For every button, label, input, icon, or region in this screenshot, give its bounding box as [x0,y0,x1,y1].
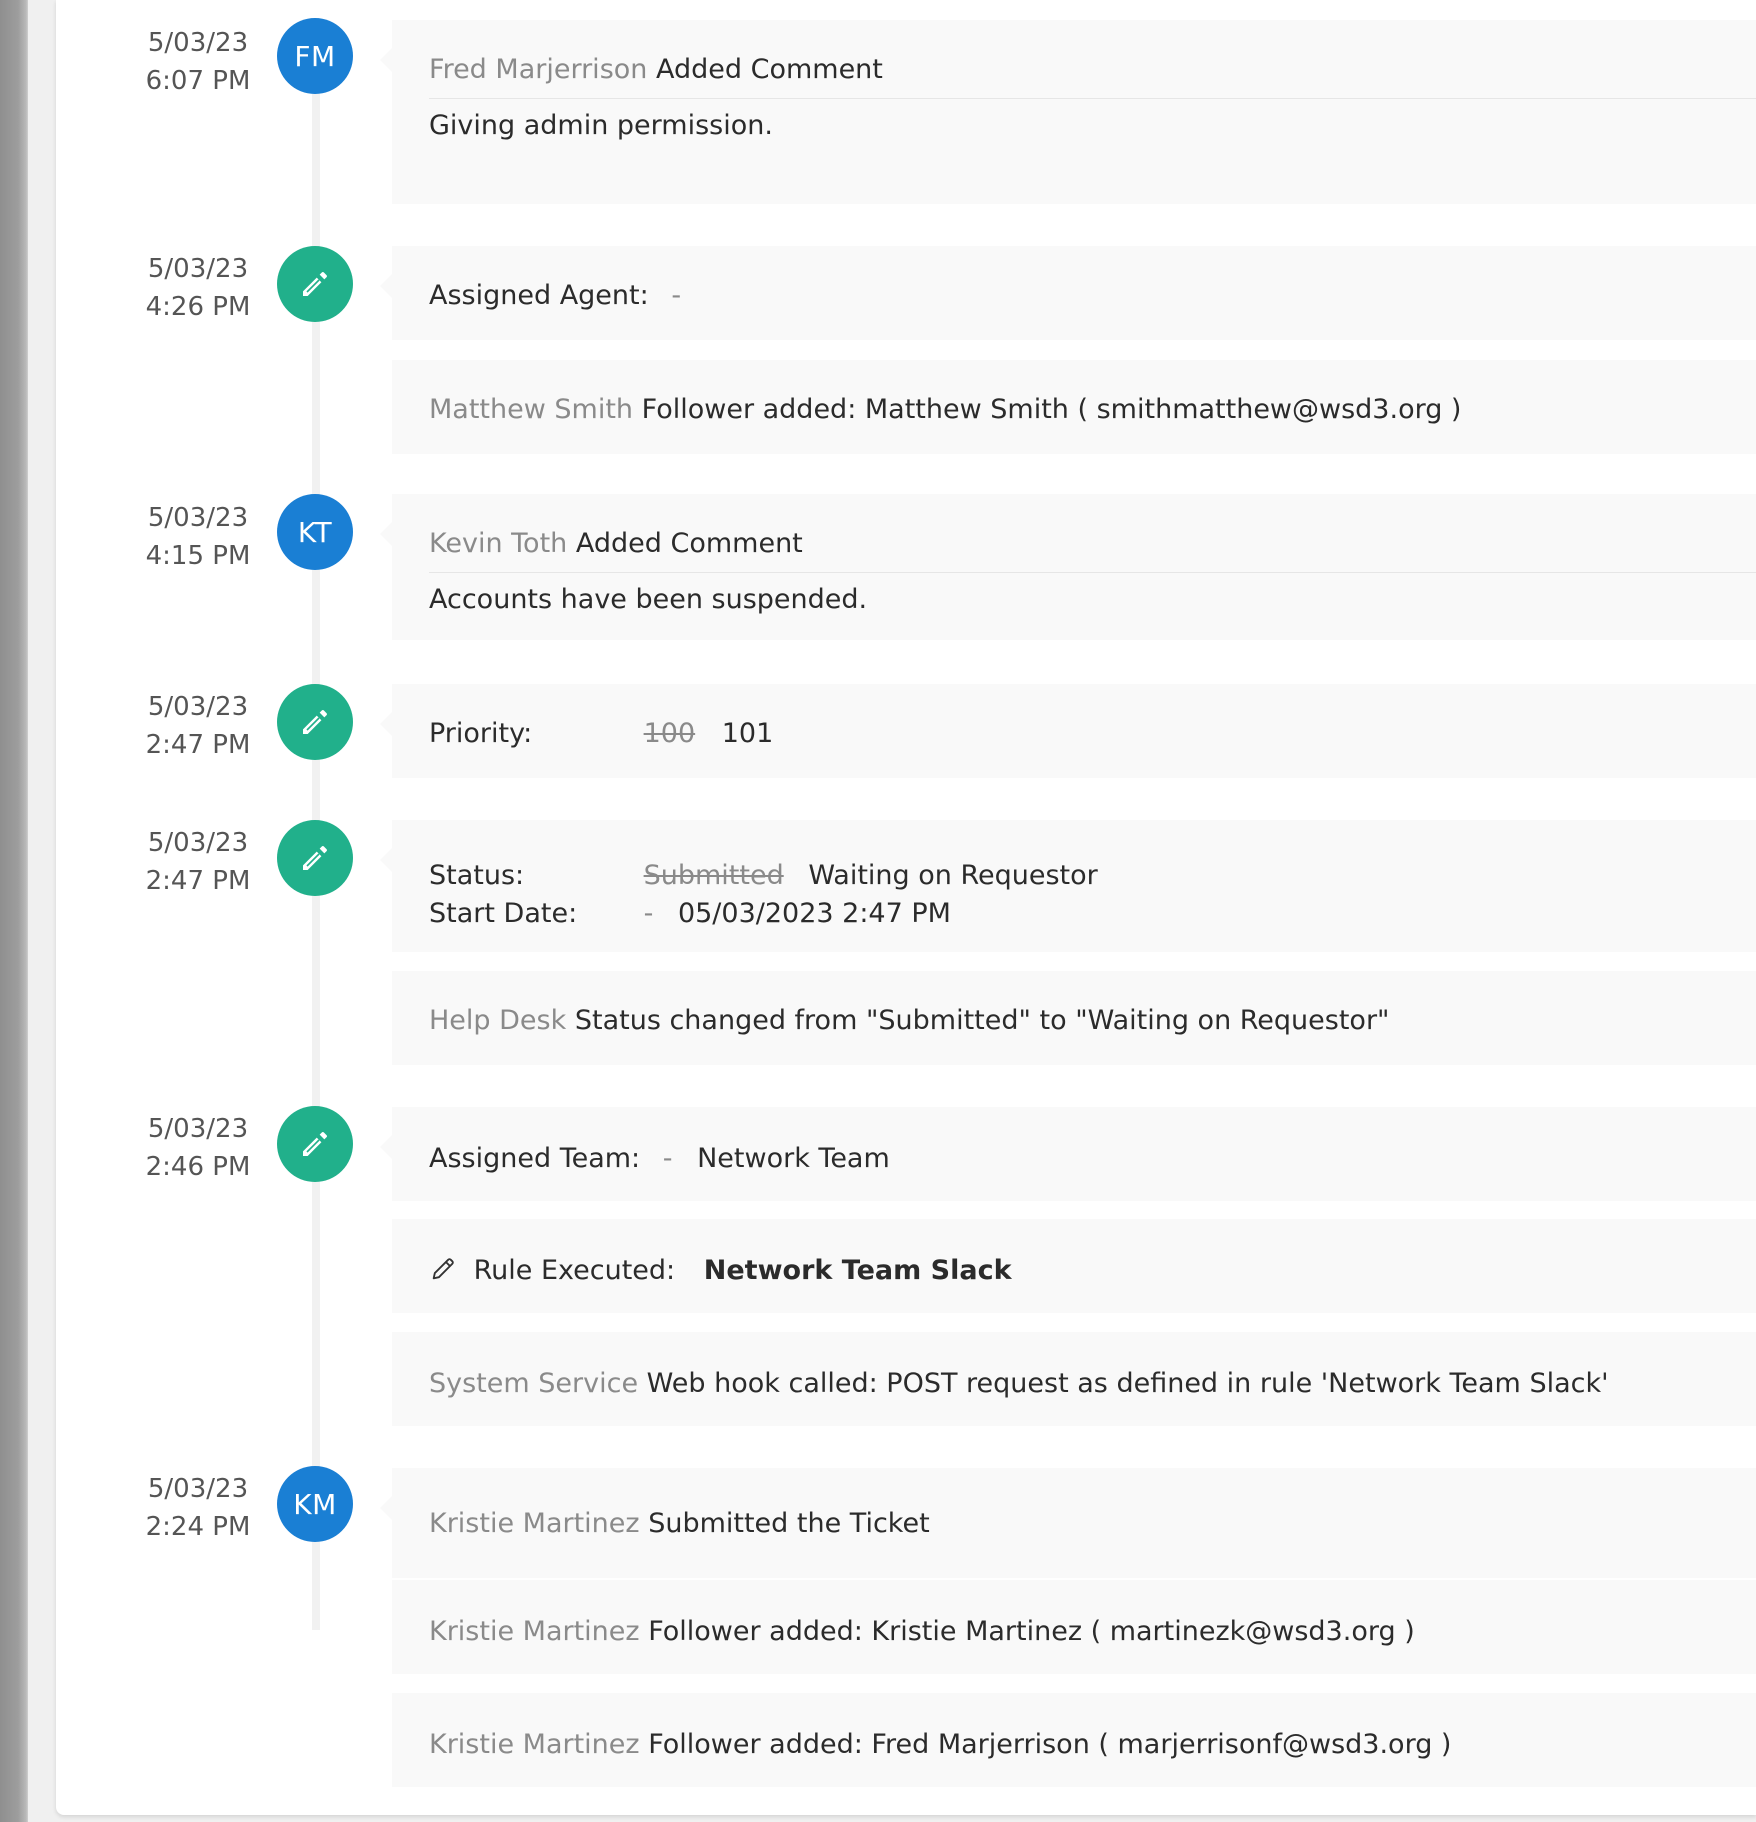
activity-card [392,360,1756,454]
activity-card [392,1332,1756,1426]
avatar[interactable]: KM [277,1466,353,1542]
field-label: Assigned Agent: [429,280,649,311]
activity-card [392,1468,1756,1578]
action-text: Added Comment [575,528,803,559]
comment-card [392,494,1756,640]
old-value: Submitted [643,860,784,891]
actor-name[interactable]: System Service [429,1368,639,1399]
field-change-card [392,246,1756,340]
new-value: 101 [721,718,774,749]
entry-date: 5/03/23 2:47 PM [145,828,251,896]
new-value: Network Team [697,1143,890,1174]
action-text: Status changed from "Submitted" to "Waiting on Requestor" [574,1005,1390,1036]
avatar[interactable]: FM [277,18,353,94]
actor-name[interactable]: Fred Marjerrison [429,54,648,85]
comment-header [429,52,883,88]
action-text: Follower added: Matthew Smith ( smithmatthew@wsd3.org ) [641,394,1462,425]
pencil-icon [277,1106,353,1182]
field-label: Priority: [429,718,533,749]
actor-name[interactable]: Help Desk [429,1005,567,1036]
divider [429,572,1756,573]
window-edge-shadow [0,0,28,1822]
activity-card [392,1693,1756,1787]
old-value: - [671,280,682,311]
pencil-outline-icon [429,1255,466,1286]
field-label: Start Date: [429,898,578,929]
old-value: - [643,898,654,929]
action-text: Submitted the Ticket [648,1508,930,1539]
entry-date: 5/03/23 6:07 PM [145,28,251,96]
pencil-icon [277,246,353,322]
field-change-card [392,820,1756,952]
activity-row [429,1614,1415,1650]
rule-executed-card [392,1219,1756,1313]
activity-row [429,1366,1609,1402]
field-label: Rule Executed: [473,1255,676,1286]
actor-name[interactable]: Matthew Smith [429,394,634,425]
divider [429,98,1756,99]
activity-row [429,1506,930,1542]
field-change-row [429,716,773,752]
rule-row [429,1253,1012,1289]
pencil-icon [277,820,353,896]
comment-body: Giving admin permission. [429,110,773,141]
actor-name[interactable]: Kevin Toth [429,528,568,559]
field-change-card [392,1107,1756,1201]
field-label: Status: [429,860,525,891]
comment-body: Accounts have been suspended. [429,584,868,615]
field-change-card [392,684,1756,778]
activity-row [429,392,1461,428]
activity-card [392,1580,1756,1674]
comment-header [429,526,803,562]
old-value: - [662,1143,673,1174]
activity-card [392,971,1756,1065]
entry-date: 5/03/23 4:26 PM [145,254,251,322]
new-value: 05/03/2023 2:47 PM [677,898,951,929]
avatar[interactable]: KT [277,494,353,570]
activity-row [429,1003,1389,1039]
entry-date: 5/03/23 4:15 PM [145,503,251,571]
entry-date: 5/03/23 2:46 PM [145,1114,251,1182]
comment-card [392,20,1756,204]
field-change-row [429,278,681,314]
actor-name[interactable]: Kristie Martinez [429,1508,640,1539]
activity-row [429,1727,1451,1763]
pencil-icon [277,684,353,760]
action-text: Follower added: Kristie Martinez ( martinezk@wsd3.org ) [648,1616,1415,1647]
action-text: Follower added: Fred Marjerrison ( marjerrisonf@wsd3.org ) [648,1729,1452,1760]
action-text: Added Comment [655,54,883,85]
action-text: Web hook called: POST request as defined in rule 'Network Team Slack' [646,1368,1609,1399]
rule-name[interactable]: Network Team Slack [703,1255,1012,1286]
actor-name[interactable]: Kristie Martinez [429,1729,640,1760]
entry-date: 5/03/23 2:47 PM [145,692,251,760]
old-value: 100 [643,718,696,749]
field-change-row [429,1141,890,1177]
entry-date: 5/03/23 2:24 PM [145,1474,251,1542]
field-change-row [429,858,1098,894]
ticket-history-panel [56,0,1756,1815]
field-label: Assigned Team: [429,1143,641,1174]
actor-name[interactable]: Kristie Martinez [429,1616,640,1647]
field-change-row [429,896,951,932]
new-value: Waiting on Requestor [808,860,1098,891]
